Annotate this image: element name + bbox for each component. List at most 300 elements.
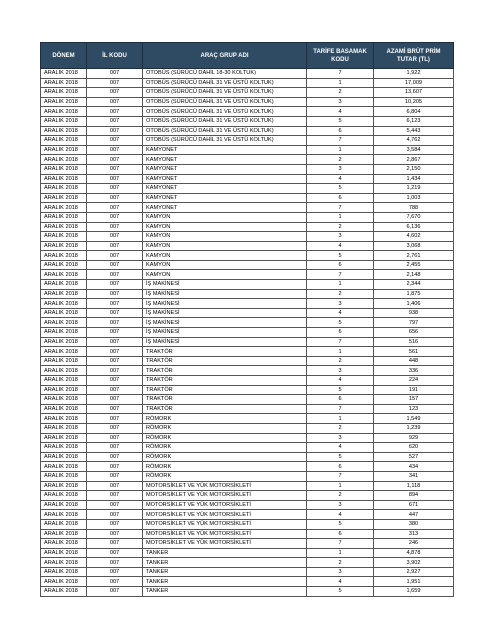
tarife-basamak-kodu-cell: 3 bbox=[307, 299, 374, 309]
table-row bbox=[41, 164, 454, 174]
arac-grup-adi-cell: KAMYON bbox=[143, 270, 307, 280]
table-row bbox=[41, 69, 454, 79]
donem-cell: ARALIK 2018 bbox=[41, 356, 87, 366]
il-kodu-cell: 007 bbox=[87, 69, 143, 79]
donem-cell: ARALIK 2018 bbox=[41, 337, 87, 347]
azami-brut-prim-tutar-cell: 2,455 bbox=[374, 260, 454, 270]
il-kodu-cell: 007 bbox=[87, 558, 143, 568]
arac-grup-adi-cell: TRAKTÖR bbox=[143, 395, 307, 405]
arac-grup-adi-cell: TRAKTÖR bbox=[143, 385, 307, 395]
donem-cell: ARALIK 2018 bbox=[41, 280, 87, 290]
il-kodu-cell: 007 bbox=[87, 193, 143, 203]
il-kodu-cell: 007 bbox=[87, 126, 143, 136]
table-row bbox=[41, 347, 454, 357]
il-kodu-cell: 007 bbox=[87, 414, 143, 424]
il-kodu-cell: 007 bbox=[87, 328, 143, 338]
table-row bbox=[41, 289, 454, 299]
azami-brut-prim-tutar-cell: 1,118 bbox=[374, 481, 454, 491]
tarife-basamak-kodu-cell: 7 bbox=[307, 404, 374, 414]
table-row bbox=[41, 519, 454, 529]
azami-brut-prim-tutar-cell: 7,670 bbox=[374, 212, 454, 222]
arac-grup-adi-cell: İŞ MAKİNESİ bbox=[143, 328, 307, 338]
arac-grup-adi-cell: MOTORSİKLET VE YÜK MOTORSİKLETİ bbox=[143, 491, 307, 501]
arac-grup-adi-cell: KAMYON bbox=[143, 251, 307, 261]
donem-cell: ARALIK 2018 bbox=[41, 462, 87, 472]
arac-grup-adi-cell: KAMYON bbox=[143, 232, 307, 242]
tarife-basamak-kodu-cell: 7 bbox=[307, 471, 374, 481]
tarife-basamak-kodu-cell: 3 bbox=[307, 164, 374, 174]
table-row bbox=[41, 308, 454, 318]
il-kodu-cell: 007 bbox=[87, 337, 143, 347]
il-kodu-cell: 007 bbox=[87, 366, 143, 376]
tarife-basamak-kodu-cell: 6 bbox=[307, 260, 374, 270]
azami-brut-prim-tutar-cell: 929 bbox=[374, 433, 454, 443]
table-row bbox=[41, 155, 454, 165]
tarife-basamak-kodu-cell: 5 bbox=[307, 519, 374, 529]
arac-grup-adi-cell: MOTORSİKLET VE YÜK MOTORSİKLETİ bbox=[143, 519, 307, 529]
azami-brut-prim-tutar-cell: 620 bbox=[374, 443, 454, 453]
table-row bbox=[41, 116, 454, 126]
azami-brut-prim-tutar-cell: 448 bbox=[374, 356, 454, 366]
column-header-azami-brut-prim-tutar: AZAMİ BRÜT PRİM TUTAR (TL) bbox=[374, 43, 454, 69]
il-kodu-cell: 007 bbox=[87, 462, 143, 472]
arac-grup-adi-cell: RÖMORK bbox=[143, 443, 307, 453]
azami-brut-prim-tutar-cell: 336 bbox=[374, 366, 454, 376]
azami-brut-prim-tutar-cell: 2,761 bbox=[374, 251, 454, 261]
tarife-basamak-kodu-cell: 2 bbox=[307, 88, 374, 98]
azami-brut-prim-tutar-cell: 191 bbox=[374, 385, 454, 395]
tarife-basamak-kodu-cell: 3 bbox=[307, 366, 374, 376]
table-row bbox=[41, 97, 454, 107]
il-kodu-cell: 007 bbox=[87, 356, 143, 366]
il-kodu-cell: 007 bbox=[87, 376, 143, 386]
azami-brut-prim-tutar-cell: 894 bbox=[374, 491, 454, 501]
azami-brut-prim-tutar-cell: 797 bbox=[374, 318, 454, 328]
donem-cell: ARALIK 2018 bbox=[41, 241, 87, 251]
table-row bbox=[41, 145, 454, 155]
azami-brut-prim-tutar-cell: 380 bbox=[374, 519, 454, 529]
arac-grup-adi-cell: MOTORSİKLET VE YÜK MOTORSİKLETİ bbox=[143, 510, 307, 520]
tarife-basamak-kodu-cell: 5 bbox=[307, 116, 374, 126]
donem-cell: ARALIK 2018 bbox=[41, 164, 87, 174]
il-kodu-cell: 007 bbox=[87, 280, 143, 290]
column-header-tarife-basamak-kodu: TARİFE BASAMAK KODU bbox=[307, 43, 374, 69]
donem-cell: ARALIK 2018 bbox=[41, 136, 87, 146]
azami-brut-prim-tutar-cell: 4,762 bbox=[374, 136, 454, 146]
tarife-basamak-kodu-cell: 4 bbox=[307, 376, 374, 386]
arac-grup-adi-cell: RÖMORK bbox=[143, 414, 307, 424]
azami-brut-prim-tutar-cell: 17,009 bbox=[374, 78, 454, 88]
tarife-basamak-kodu-cell: 5 bbox=[307, 318, 374, 328]
tarife-basamak-kodu-cell: 1 bbox=[307, 78, 374, 88]
donem-cell: ARALIK 2018 bbox=[41, 347, 87, 357]
arac-grup-adi-cell: KAMYON bbox=[143, 241, 307, 251]
table-row bbox=[41, 366, 454, 376]
table-row bbox=[41, 510, 454, 520]
tarife-basamak-kodu-cell: 1 bbox=[307, 280, 374, 290]
donem-cell: ARALIK 2018 bbox=[41, 366, 87, 376]
tarife-basamak-kodu-cell: 4 bbox=[307, 308, 374, 318]
donem-cell: ARALIK 2018 bbox=[41, 587, 87, 597]
azami-brut-prim-tutar-cell: 1,549 bbox=[374, 414, 454, 424]
donem-cell: ARALIK 2018 bbox=[41, 376, 87, 386]
header-row bbox=[41, 43, 454, 69]
arac-grup-adi-cell: RÖMORK bbox=[143, 471, 307, 481]
il-kodu-cell: 007 bbox=[87, 587, 143, 597]
il-kodu-cell: 007 bbox=[87, 136, 143, 146]
tarife-basamak-kodu-cell: 7 bbox=[307, 203, 374, 213]
il-kodu-cell: 007 bbox=[87, 567, 143, 577]
table-row bbox=[41, 577, 454, 587]
arac-grup-adi-cell: KAMYONET bbox=[143, 184, 307, 194]
table-row bbox=[41, 491, 454, 501]
il-kodu-cell: 007 bbox=[87, 471, 143, 481]
arac-grup-adi-cell: TANKER bbox=[143, 558, 307, 568]
donem-cell: ARALIK 2018 bbox=[41, 443, 87, 453]
donem-cell: ARALIK 2018 bbox=[41, 184, 87, 194]
il-kodu-cell: 007 bbox=[87, 212, 143, 222]
table-row bbox=[41, 222, 454, 232]
azami-brut-prim-tutar-cell: 3,584 bbox=[374, 145, 454, 155]
il-kodu-cell: 007 bbox=[87, 116, 143, 126]
tarife-basamak-kodu-cell: 2 bbox=[307, 558, 374, 568]
table-row bbox=[41, 414, 454, 424]
arac-grup-adi-cell: TANKER bbox=[143, 587, 307, 597]
donem-cell: ARALIK 2018 bbox=[41, 251, 87, 261]
table-row bbox=[41, 212, 454, 222]
donem-cell: ARALIK 2018 bbox=[41, 491, 87, 501]
tarife-basamak-kodu-cell: 7 bbox=[307, 539, 374, 549]
tarife-basamak-kodu-cell: 7 bbox=[307, 136, 374, 146]
donem-cell: ARALIK 2018 bbox=[41, 88, 87, 98]
donem-cell: ARALIK 2018 bbox=[41, 539, 87, 549]
arac-grup-adi-cell: KAMYONET bbox=[143, 174, 307, 184]
table-row bbox=[41, 587, 454, 597]
tarife-basamak-kodu-cell: 2 bbox=[307, 356, 374, 366]
il-kodu-cell: 007 bbox=[87, 184, 143, 194]
donem-cell: ARALIK 2018 bbox=[41, 318, 87, 328]
arac-grup-adi-cell: İŞ MAKİNESİ bbox=[143, 289, 307, 299]
donem-cell: ARALIK 2018 bbox=[41, 222, 87, 232]
donem-cell: ARALIK 2018 bbox=[41, 395, 87, 405]
il-kodu-cell: 007 bbox=[87, 577, 143, 587]
table-row bbox=[41, 462, 454, 472]
table-row bbox=[41, 481, 454, 491]
donem-cell: ARALIK 2018 bbox=[41, 404, 87, 414]
azami-brut-prim-tutar-cell: 2,867 bbox=[374, 155, 454, 165]
tarife-basamak-kodu-cell: 2 bbox=[307, 289, 374, 299]
il-kodu-cell: 007 bbox=[87, 232, 143, 242]
table-row bbox=[41, 78, 454, 88]
premium-tariff-table bbox=[40, 42, 454, 597]
table-row bbox=[41, 280, 454, 290]
arac-grup-adi-cell: RÖMORK bbox=[143, 462, 307, 472]
azami-brut-prim-tutar-cell: 2,150 bbox=[374, 164, 454, 174]
azami-brut-prim-tutar-cell: 341 bbox=[374, 471, 454, 481]
table-row bbox=[41, 337, 454, 347]
azami-brut-prim-tutar-cell: 10,205 bbox=[374, 97, 454, 107]
arac-grup-adi-cell: RÖMORK bbox=[143, 423, 307, 433]
arac-grup-adi-cell: RÖMORK bbox=[143, 433, 307, 443]
donem-cell: ARALIK 2018 bbox=[41, 270, 87, 280]
tarife-basamak-kodu-cell: 7 bbox=[307, 337, 374, 347]
donem-cell: ARALIK 2018 bbox=[41, 308, 87, 318]
table-row bbox=[41, 376, 454, 386]
table-row bbox=[41, 88, 454, 98]
tarife-basamak-kodu-cell: 1 bbox=[307, 347, 374, 357]
column-header-donem: DÖNEM bbox=[41, 43, 87, 69]
table-row bbox=[41, 136, 454, 146]
donem-cell: ARALIK 2018 bbox=[41, 510, 87, 520]
il-kodu-cell: 007 bbox=[87, 78, 143, 88]
arac-grup-adi-cell: OTOBÜS (SÜRÜCÜ DAHİL 31 VE ÜSTÜ KOLTUK) bbox=[143, 136, 307, 146]
azami-brut-prim-tutar-cell: 516 bbox=[374, 337, 454, 347]
arac-grup-adi-cell: İŞ MAKİNESİ bbox=[143, 318, 307, 328]
il-kodu-cell: 007 bbox=[87, 222, 143, 232]
azami-brut-prim-tutar-cell: 1,659 bbox=[374, 587, 454, 597]
il-kodu-cell: 007 bbox=[87, 385, 143, 395]
azami-brut-prim-tutar-cell: 938 bbox=[374, 308, 454, 318]
arac-grup-adi-cell: KAMYONET bbox=[143, 203, 307, 213]
azami-brut-prim-tutar-cell: 1,003 bbox=[374, 193, 454, 203]
arac-grup-adi-cell: KAMYONET bbox=[143, 155, 307, 165]
arac-grup-adi-cell: MOTORSİKLET VE YÜK MOTORSİKLETİ bbox=[143, 539, 307, 549]
azami-brut-prim-tutar-cell: 4,878 bbox=[374, 548, 454, 558]
arac-grup-adi-cell: İŞ MAKİNESİ bbox=[143, 337, 307, 347]
il-kodu-cell: 007 bbox=[87, 308, 143, 318]
table-row bbox=[41, 318, 454, 328]
donem-cell: ARALIK 2018 bbox=[41, 529, 87, 539]
il-kodu-cell: 007 bbox=[87, 433, 143, 443]
azami-brut-prim-tutar-cell: 1,951 bbox=[374, 577, 454, 587]
table-row bbox=[41, 539, 454, 549]
il-kodu-cell: 007 bbox=[87, 155, 143, 165]
tarife-basamak-kodu-cell: 6 bbox=[307, 126, 374, 136]
donem-cell: ARALIK 2018 bbox=[41, 203, 87, 213]
il-kodu-cell: 007 bbox=[87, 270, 143, 280]
table-row bbox=[41, 433, 454, 443]
donem-cell: ARALIK 2018 bbox=[41, 548, 87, 558]
donem-cell: ARALIK 2018 bbox=[41, 471, 87, 481]
donem-cell: ARALIK 2018 bbox=[41, 193, 87, 203]
arac-grup-adi-cell: OTOBÜS (SÜRÜCÜ DAHİL 31 VE ÜSTÜ KOLTUK) bbox=[143, 107, 307, 117]
tarife-basamak-kodu-cell: 5 bbox=[307, 452, 374, 462]
arac-grup-adi-cell: OTOBÜS (SÜRÜCÜ DAHİL 31 VE ÜSTÜ KOLTUK) bbox=[143, 97, 307, 107]
table-row bbox=[41, 356, 454, 366]
tarife-basamak-kodu-cell: 6 bbox=[307, 462, 374, 472]
tarife-basamak-kodu-cell: 4 bbox=[307, 510, 374, 520]
il-kodu-cell: 007 bbox=[87, 500, 143, 510]
azami-brut-prim-tutar-cell: 4,602 bbox=[374, 232, 454, 242]
donem-cell: ARALIK 2018 bbox=[41, 481, 87, 491]
arac-grup-adi-cell: MOTORSİKLET VE YÜK MOTORSİKLETİ bbox=[143, 529, 307, 539]
donem-cell: ARALIK 2018 bbox=[41, 567, 87, 577]
azami-brut-prim-tutar-cell: 1,406 bbox=[374, 299, 454, 309]
tarife-basamak-kodu-cell: 6 bbox=[307, 529, 374, 539]
azami-brut-prim-tutar-cell: 13,607 bbox=[374, 88, 454, 98]
il-kodu-cell: 007 bbox=[87, 347, 143, 357]
donem-cell: ARALIK 2018 bbox=[41, 500, 87, 510]
il-kodu-cell: 007 bbox=[87, 491, 143, 501]
arac-grup-adi-cell: OTOBÜS (SÜRÜCÜ DAHİL 18-30 KOLTUK) bbox=[143, 69, 307, 79]
tarife-basamak-kodu-cell: 4 bbox=[307, 241, 374, 251]
donem-cell: ARALIK 2018 bbox=[41, 260, 87, 270]
donem-cell: ARALIK 2018 bbox=[41, 107, 87, 117]
tarife-basamak-kodu-cell: 3 bbox=[307, 232, 374, 242]
tarife-basamak-kodu-cell: 7 bbox=[307, 270, 374, 280]
tarife-basamak-kodu-cell: 4 bbox=[307, 107, 374, 117]
table-row bbox=[41, 558, 454, 568]
azami-brut-prim-tutar-cell: 1,434 bbox=[374, 174, 454, 184]
arac-grup-adi-cell: TRAKTÖR bbox=[143, 366, 307, 376]
arac-grup-adi-cell: İŞ MAKİNESİ bbox=[143, 299, 307, 309]
donem-cell: ARALIK 2018 bbox=[41, 433, 87, 443]
donem-cell: ARALIK 2018 bbox=[41, 78, 87, 88]
azami-brut-prim-tutar-cell: 561 bbox=[374, 347, 454, 357]
azami-brut-prim-tutar-cell: 3,902 bbox=[374, 558, 454, 568]
donem-cell: ARALIK 2018 bbox=[41, 212, 87, 222]
il-kodu-cell: 007 bbox=[87, 395, 143, 405]
donem-cell: ARALIK 2018 bbox=[41, 289, 87, 299]
donem-cell: ARALIK 2018 bbox=[41, 116, 87, 126]
il-kodu-cell: 007 bbox=[87, 318, 143, 328]
il-kodu-cell: 007 bbox=[87, 539, 143, 549]
table-row bbox=[41, 452, 454, 462]
il-kodu-cell: 007 bbox=[87, 443, 143, 453]
arac-grup-adi-cell: İŞ MAKİNESİ bbox=[143, 280, 307, 290]
arac-grup-adi-cell: TRAKTÖR bbox=[143, 376, 307, 386]
azami-brut-prim-tutar-cell: 3,068 bbox=[374, 241, 454, 251]
azami-brut-prim-tutar-cell: 671 bbox=[374, 500, 454, 510]
donem-cell: ARALIK 2018 bbox=[41, 232, 87, 242]
table-row bbox=[41, 548, 454, 558]
table-row bbox=[41, 241, 454, 251]
table-header bbox=[41, 43, 454, 69]
arac-grup-adi-cell: TRAKTÖR bbox=[143, 356, 307, 366]
table-row bbox=[41, 184, 454, 194]
il-kodu-cell: 007 bbox=[87, 241, 143, 251]
il-kodu-cell: 007 bbox=[87, 529, 143, 539]
il-kodu-cell: 007 bbox=[87, 88, 143, 98]
il-kodu-cell: 007 bbox=[87, 145, 143, 155]
arac-grup-adi-cell: KAMYON bbox=[143, 260, 307, 270]
table-row bbox=[41, 107, 454, 117]
column-header-il-kodu: İL KODU bbox=[87, 43, 143, 69]
arac-grup-adi-cell: TRAKTÖR bbox=[143, 347, 307, 357]
tarife-basamak-kodu-cell: 2 bbox=[307, 155, 374, 165]
table-row bbox=[41, 260, 454, 270]
table-row bbox=[41, 443, 454, 453]
il-kodu-cell: 007 bbox=[87, 289, 143, 299]
azami-brut-prim-tutar-cell: 246 bbox=[374, 539, 454, 549]
donem-cell: ARALIK 2018 bbox=[41, 414, 87, 424]
arac-grup-adi-cell: MOTORSİKLET VE YÜK MOTORSİKLETİ bbox=[143, 500, 307, 510]
tarife-basamak-kodu-cell: 5 bbox=[307, 184, 374, 194]
donem-cell: ARALIK 2018 bbox=[41, 452, 87, 462]
tarife-basamak-kodu-cell: 2 bbox=[307, 222, 374, 232]
azami-brut-prim-tutar-cell: 447 bbox=[374, 510, 454, 520]
azami-brut-prim-tutar-cell: 1,922 bbox=[374, 69, 454, 79]
il-kodu-cell: 007 bbox=[87, 510, 143, 520]
table-row bbox=[41, 174, 454, 184]
arac-grup-adi-cell: OTOBÜS (SÜRÜCÜ DAHİL 31 VE ÜSTÜ KOLTUK) bbox=[143, 78, 307, 88]
arac-grup-adi-cell: TANKER bbox=[143, 577, 307, 587]
tarife-basamak-kodu-cell: 2 bbox=[307, 491, 374, 501]
arac-grup-adi-cell: TANKER bbox=[143, 567, 307, 577]
table-row bbox=[41, 193, 454, 203]
il-kodu-cell: 007 bbox=[87, 260, 143, 270]
table-row bbox=[41, 299, 454, 309]
arac-grup-adi-cell: RÖMORK bbox=[143, 452, 307, 462]
tarife-basamak-kodu-cell: 5 bbox=[307, 587, 374, 597]
arac-grup-adi-cell: İŞ MAKİNESİ bbox=[143, 308, 307, 318]
arac-grup-adi-cell: OTOBÜS (SÜRÜCÜ DAHİL 31 VE ÜSTÜ KOLTUK) bbox=[143, 126, 307, 136]
tarife-basamak-kodu-cell: 3 bbox=[307, 97, 374, 107]
arac-grup-adi-cell: KAMYONET bbox=[143, 164, 307, 174]
donem-cell: ARALIK 2018 bbox=[41, 519, 87, 529]
azami-brut-prim-tutar-cell: 157 bbox=[374, 395, 454, 405]
azami-brut-prim-tutar-cell: 6,804 bbox=[374, 107, 454, 117]
azami-brut-prim-tutar-cell: 656 bbox=[374, 328, 454, 338]
arac-grup-adi-cell: TANKER bbox=[143, 548, 307, 558]
il-kodu-cell: 007 bbox=[87, 164, 143, 174]
il-kodu-cell: 007 bbox=[87, 519, 143, 529]
il-kodu-cell: 007 bbox=[87, 423, 143, 433]
il-kodu-cell: 007 bbox=[87, 481, 143, 491]
tarife-basamak-kodu-cell: 1 bbox=[307, 145, 374, 155]
table-row bbox=[41, 385, 454, 395]
tarife-basamak-kodu-cell: 1 bbox=[307, 414, 374, 424]
azami-brut-prim-tutar-cell: 2,927 bbox=[374, 567, 454, 577]
tarife-basamak-kodu-cell: 6 bbox=[307, 193, 374, 203]
arac-grup-adi-cell: MOTORSİKLET VE YÜK MOTORSİKLETİ bbox=[143, 481, 307, 491]
azami-brut-prim-tutar-cell: 1,239 bbox=[374, 423, 454, 433]
arac-grup-adi-cell: OTOBÜS (SÜRÜCÜ DAHİL 31 VE ÜSTÜ KOLTUK) bbox=[143, 116, 307, 126]
donem-cell: ARALIK 2018 bbox=[41, 97, 87, 107]
azami-brut-prim-tutar-cell: 5,443 bbox=[374, 126, 454, 136]
tarife-basamak-kodu-cell: 5 bbox=[307, 251, 374, 261]
azami-brut-prim-tutar-cell: 2,344 bbox=[374, 280, 454, 290]
tarife-basamak-kodu-cell: 3 bbox=[307, 433, 374, 443]
table-row bbox=[41, 395, 454, 405]
tarife-basamak-kodu-cell: 2 bbox=[307, 423, 374, 433]
donem-cell: ARALIK 2018 bbox=[41, 174, 87, 184]
table-row bbox=[41, 251, 454, 261]
arac-grup-adi-cell: KAMYON bbox=[143, 222, 307, 232]
donem-cell: ARALIK 2018 bbox=[41, 423, 87, 433]
tarife-basamak-kodu-cell: 4 bbox=[307, 174, 374, 184]
il-kodu-cell: 007 bbox=[87, 452, 143, 462]
donem-cell: ARALIK 2018 bbox=[41, 328, 87, 338]
il-kodu-cell: 007 bbox=[87, 548, 143, 558]
il-kodu-cell: 007 bbox=[87, 97, 143, 107]
donem-cell: ARALIK 2018 bbox=[41, 299, 87, 309]
arac-grup-adi-cell: KAMYON bbox=[143, 212, 307, 222]
table-row bbox=[41, 471, 454, 481]
azami-brut-prim-tutar-cell: 1,875 bbox=[374, 289, 454, 299]
arac-grup-adi-cell: KAMYONET bbox=[143, 145, 307, 155]
table-row bbox=[41, 203, 454, 213]
tarife-basamak-kodu-cell: 1 bbox=[307, 548, 374, 558]
donem-cell: ARALIK 2018 bbox=[41, 558, 87, 568]
azami-brut-prim-tutar-cell: 2,148 bbox=[374, 270, 454, 280]
azami-brut-prim-tutar-cell: 224 bbox=[374, 376, 454, 386]
donem-cell: ARALIK 2018 bbox=[41, 69, 87, 79]
azami-brut-prim-tutar-cell: 6,136 bbox=[374, 222, 454, 232]
azami-brut-prim-tutar-cell: 434 bbox=[374, 462, 454, 472]
table-row bbox=[41, 567, 454, 577]
table-row bbox=[41, 126, 454, 136]
